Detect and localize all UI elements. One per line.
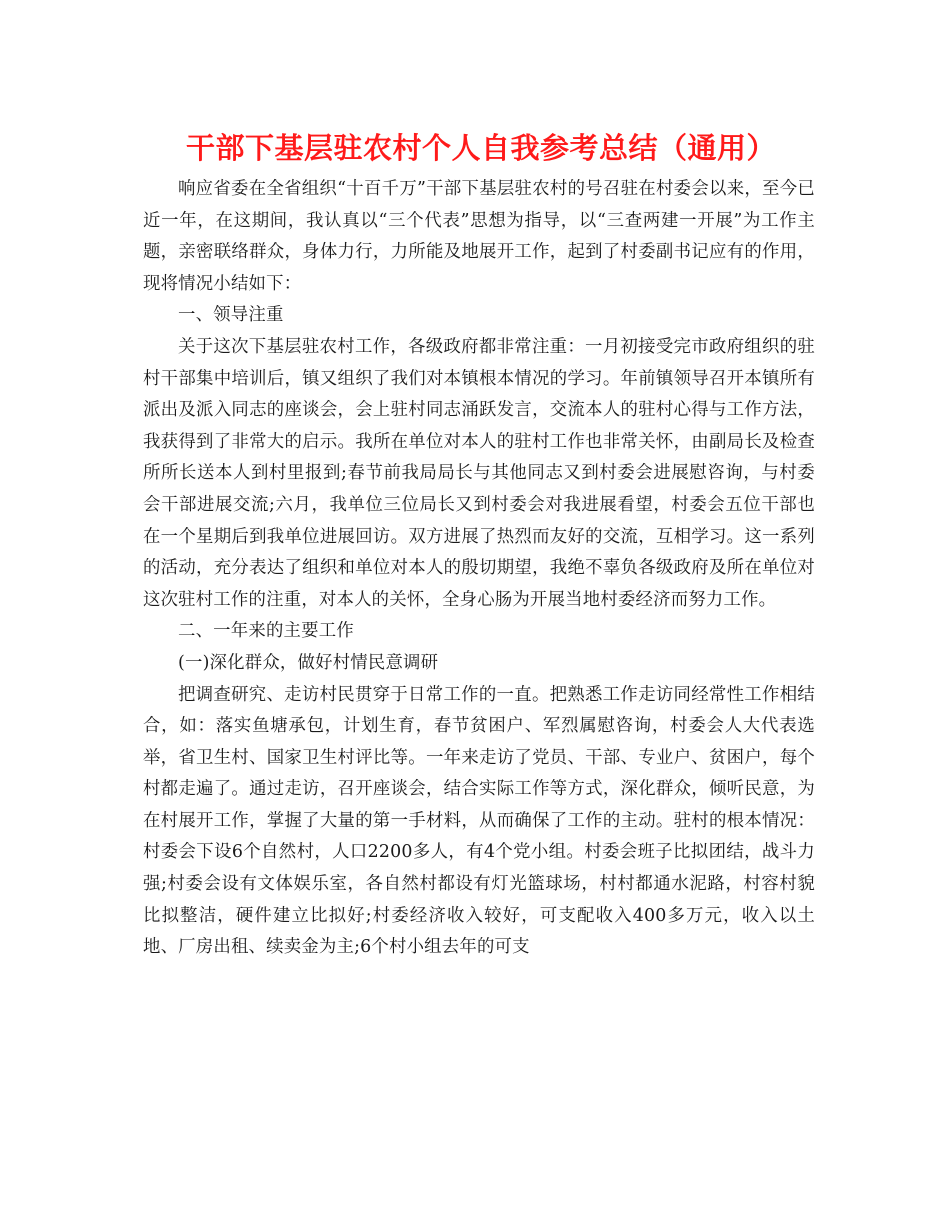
- section-heading-leadership: 一、领导注重: [178, 305, 284, 326]
- subsection-heading-research: (一)深化群众，做好村情民意调研: [178, 652, 439, 673]
- document-page: [143, 128, 815, 964]
- leadership-paragraph: 关于这次下基层驻农村工作，各级政府都非常注重：一月初接受完市政府组织的驻村干部集中培训后，镇又组织了我们对本镇根本情况的学习。年前镇领导召开本镇所有派出及派入同志的座谈会，会上驻村同志涌跃发言，交流本人的驻村心得与工作方法，我获得到了非常大的启示。我所在单位对本人的驻村工作也非常关怀，由副局长及检查所所长送本人到村里报到;春节前我局局长与其他同志又到村委会进展慰咨询，与村委会干部进展交流;六月，我单位三位局长又到村委会对我进展看望，村委会五位干部也在一个星期后到我单位进展回访。双方进展了热烈而友好的交流，互相学习。这一系列的活动，充分表达了组织和单位对本人的殷切期望，我绝不辜负各级政府及所在单位对这次驻村工作的注重，对本人的关怀，全身心肠为开展当地村委经济而努力工作。: [143, 336, 815, 610]
- intro-paragraph: 响应省委在全省组织“十百千万”干部下基层驻农村的号召驻在村委会以来，至今已近一年，在这期间，我认真以“三个代表”思想为指导，以“三查两建一开展”为工作主题，亲密联络群众，身体力行，力所能及地展开工作，起到了村委副书记应有的作用，现将情况小结如下：: [143, 179, 815, 294]
- document-title: 干部下基层驻农村个人自我参考总结（通用）: [185, 131, 776, 165]
- research-paragraph: 把调查研究、走访村民贯穿于日常工作的一直。把熟悉工作走访同经常性工作相结合，如：落实鱼塘承包，计划生育，春节贫困户、军烈属慰咨询，村委会人大代表选举，省卫生村、国家卫生村评比等。一年来走访了党员、干部、专业户、贫困户，每个村都走遍了。通过走访，召开座谈会，结合实际工作等方式，深化群众，倾听民意，为在村展开工作，掌握了大量的第一手材料，从而确保了工作的主动。驻村的根本情况：村委会下设6个自然村，人口2200多人，有4个党小组。村委会班子比拟团结，战斗力强;村委会设有文体娱乐室，各自然村都设有灯光篮球场，村村都通水泥路，村容村貌比拟整洁，硬件建立比拟好;村委经济收入较好，可支配收入400多万元，收入以土地、厂房出租、续卖金为主;6个村小组去年的可支: [143, 684, 815, 958]
- section-heading-main-work: 二、一年来的主要工作: [178, 621, 354, 642]
